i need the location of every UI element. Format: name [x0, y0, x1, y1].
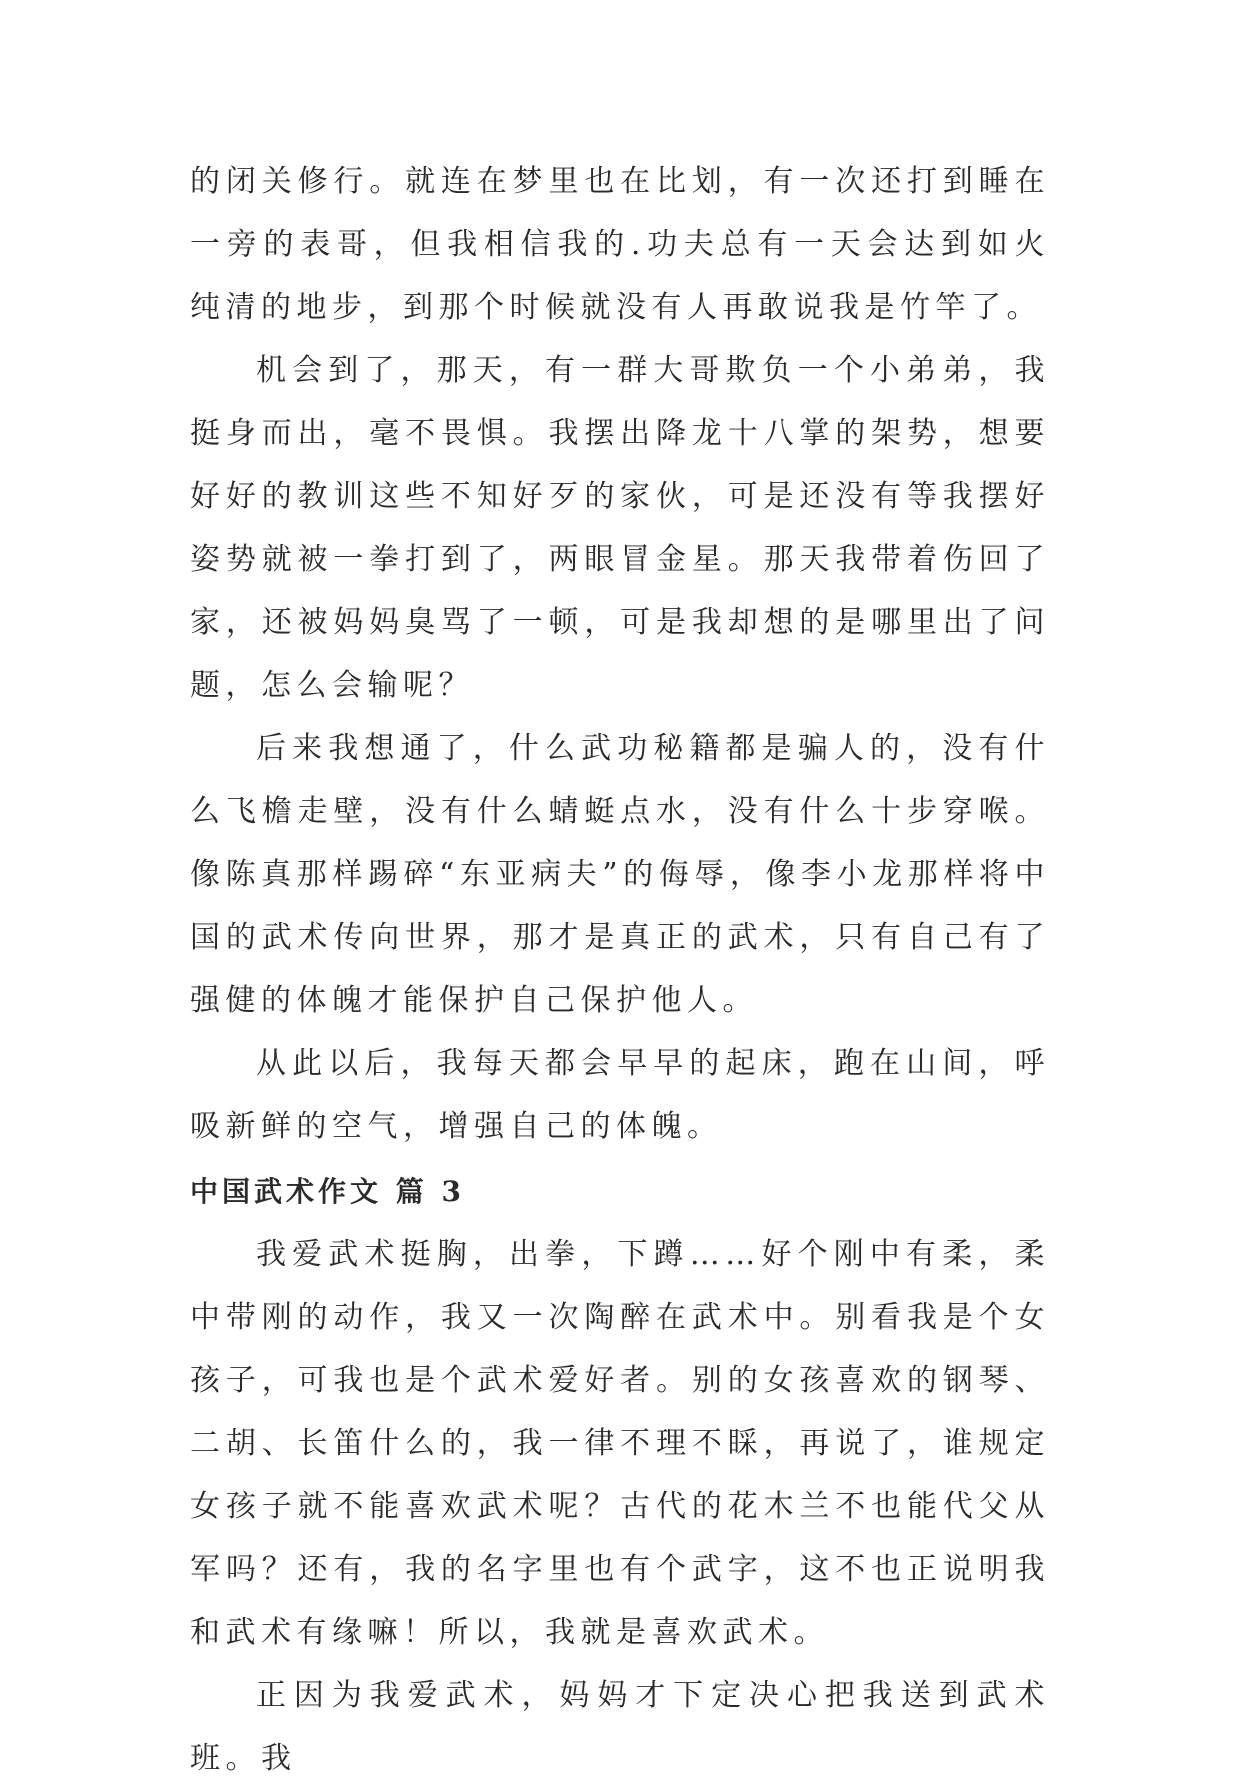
paragraph-5: 我爱武术挺胸，出拳，下蹲……好个刚中有柔，柔中带刚的动作，我又一次陶醉在武术中。别看我是个女孩子，可我也是个武术爱好者。别的女孩喜欢的钢琴、二胡、长笛什么的，我一律不理不睬，再说了，谁规定女孩子就不能喜欢武术呢？古代的花木兰不也能代父从军吗？还有，我的名字里也有个武字，这不也正说明我和武术有缘嘛！所以，我就是喜欢武术。 [190, 1237, 1050, 1650]
paragraph-4: 从此以后，我每天都会早早的起床，跑在山间，呼吸新鲜的空气，增强自己的体魄。 [190, 1046, 1050, 1144]
section-heading: 中国武术作文 篇 3 [190, 1175, 465, 1208]
paragraph-2: 机会到了，那天，有一群大哥欺负一个小弟弟，我挺身而出，毫不畏惧。我摆出降龙十八掌的架势，想要好好的教训这些不知好歹的家伙，可是还没有等我摆好姿势就被一拳打到了，两眼冒金星。那天我带着伤回了家，还被妈妈臭骂了一顿，可是我却想的是哪里出了问题，怎么会输呢？ [190, 353, 1050, 703]
paragraph-3: 后来我想通了，什么武功秘籍都是骗人的，没有什么飞檐走壁，没有什么蜻蜓点水，没有什么十步穿喉。像陈真那样踢碎“东亚病夫”的侮辱，像李小龙那样将中国的武术传向世界，那才是真正的武术，只有自己有了强健的体魄才能保护自己保护他人。 [190, 731, 1050, 1018]
paragraph-6: 正因为我爱武术，妈妈才下定决心把我送到武术班。我 [190, 1678, 1050, 1776]
paragraph-1: 的闭关修行。就连在梦里也在比划，有一次还打到睡在一旁的表哥，但我相信我的.功夫总有一天会达到如火纯清的地步，到那个时候就没有人再敢说我是竹竿了。 [190, 164, 1050, 325]
document-body [190, 150, 1050, 1790]
